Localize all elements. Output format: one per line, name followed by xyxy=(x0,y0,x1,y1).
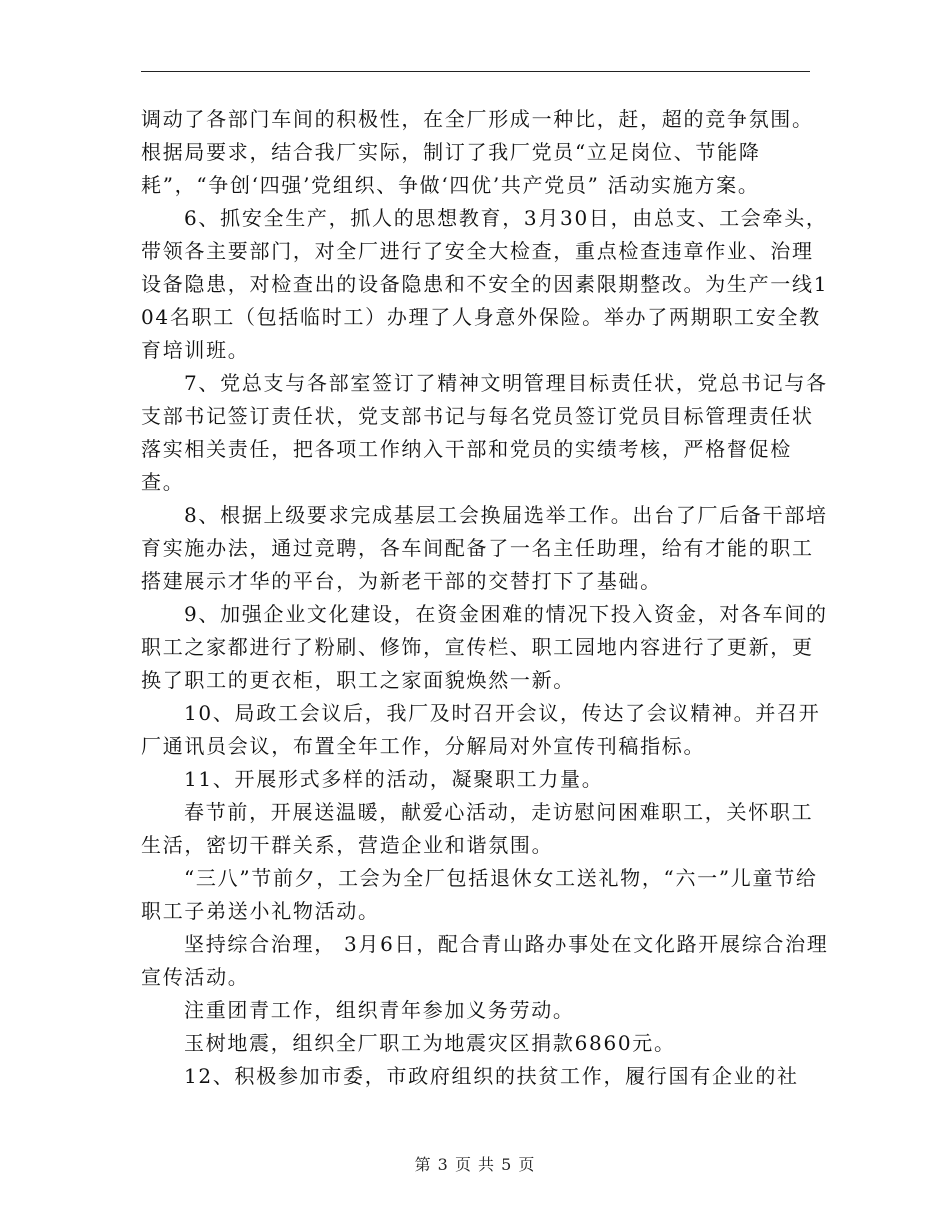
page-number-footer: 第 3 页 共 5 页 xyxy=(414,1155,536,1174)
paragraph-10: 坚持综合治理， 3月6日，配合青山路办事处在文化路开展综合治理宣传活动。 xyxy=(141,932,829,989)
paragraph-7: 11、开展形式多样的活动，凝聚职工力量。 xyxy=(184,767,604,791)
paragraph-11: 注重团青工作，组织青年参加义务劳动。 xyxy=(184,998,575,1022)
paragraph-4: 8、根据上级要求完成基层工会换届选举工作。出台了厂后备干部培育实施办法，通过竞聘，各车间配备了一名主任助理，给有才能的职工搭建展示才华的平台，为新老干部的交替打下了基础。 xyxy=(141,503,828,593)
paragraph-1: 调动了各部门车间的积极性，在全厂形成一种比，赶，超的竞争氛围。根据局要求，结合我厂实际，制订了我厂党员“立足岗位、节能降耗”，“争创‘四强’党组织、争做‘四优’共产党员” 活动实施方案。 xyxy=(141,107,814,197)
paragraph-12: 玉树地震，组织全厂职工为地震灾区捐款6860元。 xyxy=(184,1031,676,1055)
paragraph-2: 6、抓安全生产，抓人的思想教育，3月30日，由总支、工会牵头，带领各主要部门，对全厂进行了安全大检查，重点检查违章作业、治理设备隐患，对检查出的设备隐患和不安全的因素限期整改。为生产一线104名职工（包括临时工）办理了人身意外保险。举办了两期职工安全教育培训班。 xyxy=(141,206,829,362)
paragraph-5: 9、加强企业文化建设，在资金困难的情况下投入资金，对各车间的职工之家都进行了粉刷、修饰，宣传栏、职工园地内容进行了更新，更换了职工的更衣柜，职工之家面貌焕然一新。 xyxy=(141,602,828,692)
paragraph-9: “三八”节前夕，工会为全厂包括退休女工送礼物，“六一”儿童节给职工子弟送小礼物活动。 xyxy=(141,866,818,923)
paragraph-6: 10、局政工会议后，我厂及时召开会议，传达了会议精神。并召开厂通讯员会议，布置全年工作，分解局对外宣传刊稿指标。 xyxy=(141,701,821,758)
header-rule xyxy=(141,71,810,72)
document-body xyxy=(141,103,831,1093)
paragraph-3: 7、党总支与各部室签订了精神文明管理目标责任状，党总书记与各支部书记签订责任状，党支部书记与每名党员签订党员目标管理责任状落实相关责任，把各项工作纳入干部和党员的实绩考核，严格督促检查。 xyxy=(141,371,828,494)
paragraph-13: 12、积极参加市委，市政府组织的扶贫工作，履行国有企业的社 xyxy=(184,1064,799,1088)
paragraph-8: 春节前，开展送温暖，献爱心活动，走访慰问困难职工，关怀职工生活，密切干群关系，营造企业和谐氛围。 xyxy=(141,800,814,857)
